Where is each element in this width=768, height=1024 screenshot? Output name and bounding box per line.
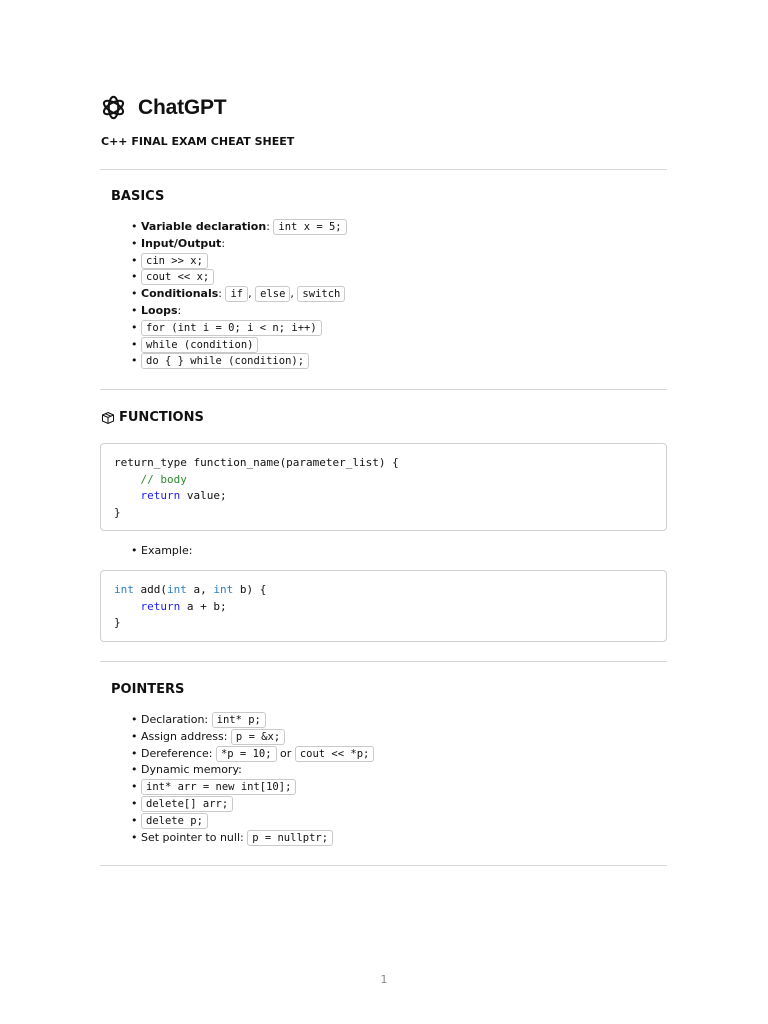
list-item: • Assign address: p = &x;	[131, 729, 374, 746]
divider	[100, 865, 667, 866]
section-title-pointers: POINTERS	[111, 682, 185, 697]
inline-code: int* arr = new int[10];	[141, 779, 296, 795]
list-item: • cin >> x;	[131, 253, 347, 270]
list-item: • do { } while (condition);	[131, 353, 347, 370]
document-title: C++ FINAL EXAM CHEAT SHEET	[101, 135, 295, 148]
list-item: • for (int i = 0; i < n; i++)	[131, 320, 347, 337]
section-title-functions: FUNCTIONS	[101, 410, 204, 425]
list-item: • Set pointer to null: p = nullptr;	[131, 830, 374, 847]
inline-code: delete p;	[141, 813, 208, 829]
list-item: • delete p;	[131, 813, 374, 830]
list-item: • Declaration: int* p;	[131, 712, 374, 729]
inline-code: switch	[297, 286, 345, 302]
inline-code: for (int i = 0; i < n; i++)	[141, 320, 322, 336]
list-item: • Dynamic memory:	[131, 763, 242, 777]
section-title-basics: BASICS	[111, 189, 165, 204]
example-label: • Example:	[131, 544, 193, 557]
list-item: • cout << x;	[131, 269, 347, 286]
list-item: • Input/Output:	[131, 236, 226, 250]
page-number: 1	[380, 973, 388, 986]
logo-text: ChatGPT	[138, 95, 227, 119]
code-block-example: int add(int a, int b) { return a + b; }	[100, 570, 667, 642]
openai-logo-icon	[100, 94, 127, 121]
list-item: • int* arr = new int[10];	[131, 779, 374, 796]
inline-code: delete[] arr;	[141, 796, 233, 812]
inline-code: p = &x;	[231, 729, 285, 745]
inline-code: *p = 10;	[216, 746, 277, 762]
inline-code: int* p;	[212, 712, 266, 728]
list-item: • while (condition)	[131, 337, 347, 354]
list-item: • delete[] arr;	[131, 796, 374, 813]
inline-code: cout << *p;	[295, 746, 375, 762]
chatgpt-logo	[100, 94, 226, 121]
divider	[100, 169, 667, 170]
list-item: • Loops:	[131, 303, 182, 317]
inline-code: cout << x;	[141, 269, 214, 285]
list-item: • Dereference: *p = 10; or cout << *p;	[131, 746, 374, 763]
inline-code: while (condition)	[141, 337, 258, 353]
code-block-function-syntax: return_type function_name(parameter_list) { // body return value; }	[100, 443, 667, 531]
divider	[100, 661, 667, 662]
inline-code: if	[225, 286, 248, 302]
inline-code: do { } while (condition);	[141, 353, 309, 369]
inline-code: cin >> x;	[141, 253, 208, 269]
divider	[100, 389, 667, 390]
list-item: • Variable declaration: int x = 5;	[131, 219, 347, 236]
inline-code: p = nullptr;	[247, 830, 333, 846]
inline-code: else	[255, 286, 290, 302]
list-item: • Conditionals: if , else , switch	[131, 286, 347, 303]
basics-list	[131, 219, 347, 370]
pointers-list	[131, 712, 374, 846]
cube-icon	[101, 411, 115, 425]
inline-code: int x = 5;	[273, 219, 346, 235]
